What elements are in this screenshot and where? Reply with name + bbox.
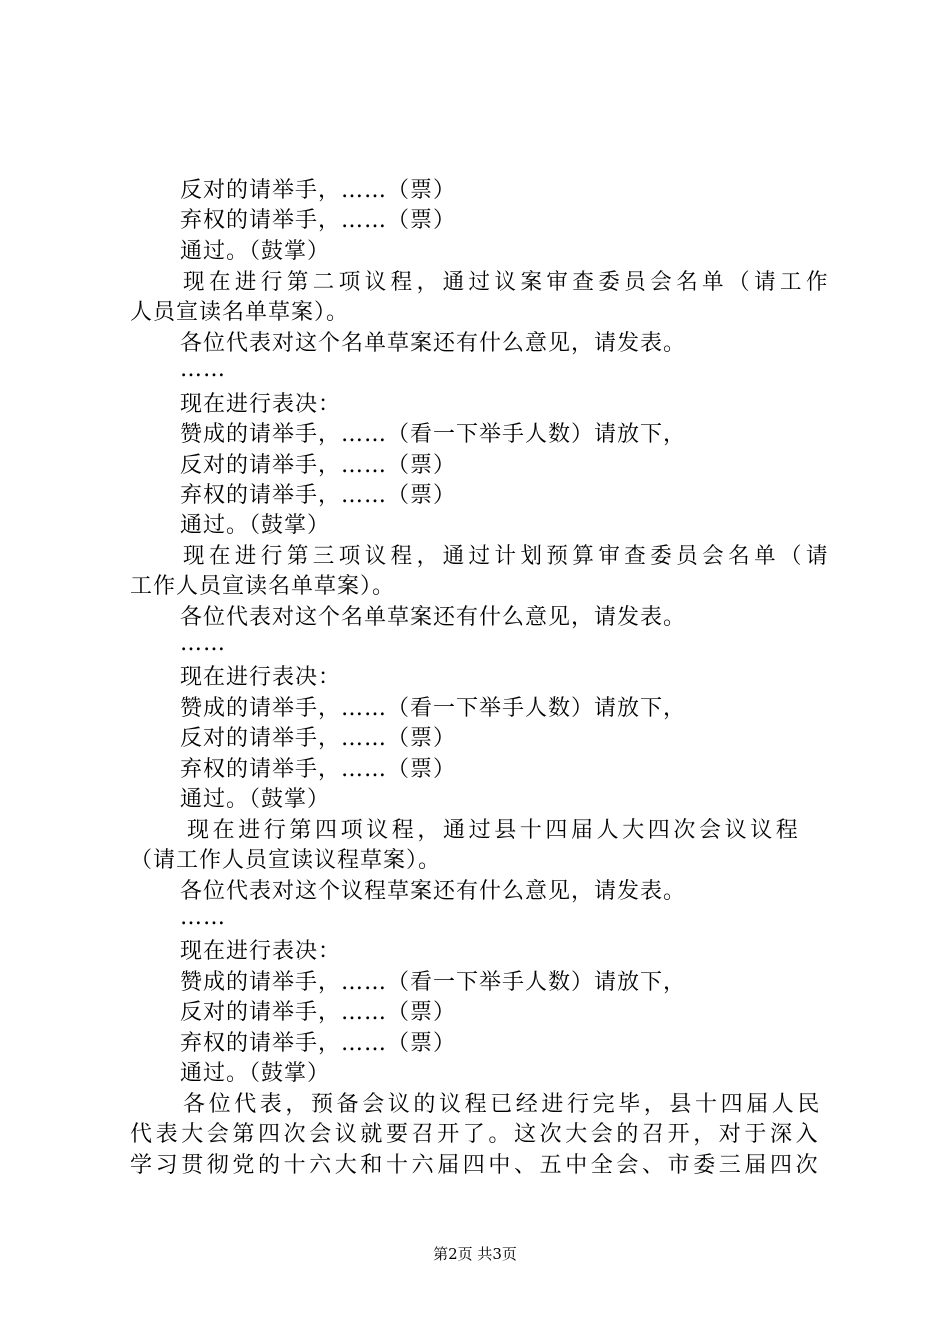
text-line: 各位代表对这个名单草案还有什么意见，请发表。	[180, 331, 687, 356]
text-line: 通过。（鼓掌）	[180, 513, 331, 538]
ellipsis-line: ……	[180, 631, 226, 656]
text-line: 通过。（鼓掌）	[180, 787, 331, 812]
text-line: 赞成的请举手，……（看一下举手人数）请放下，	[180, 696, 687, 721]
text-line: 工作人员宣读名单草案）。	[130, 574, 396, 599]
ellipsis-line: ……	[180, 905, 226, 930]
page-number: 第2页 共3页	[433, 1245, 517, 1263]
text-line: （请工作人员宣读议程草案）。	[130, 848, 442, 873]
text-line: 各位代表对这个议程草案还有什么意见，请发表。	[180, 879, 687, 904]
text-line: 通过。（鼓掌）	[180, 239, 331, 264]
text-line: 现在进行表决：	[180, 939, 342, 964]
text-line: 各位代表对这个名单草案还有什么意见，请发表。	[180, 605, 687, 630]
text-line: 弃权的请举手，……（票）	[180, 208, 457, 233]
page-footer	[0, 1244, 950, 1264]
text-line: 弃权的请举手，……（票）	[180, 483, 457, 508]
text-line: 现在进行第三项议程，通过计划预算审查委员会名单（请	[183, 544, 832, 569]
text-line: 现在进行第二项议程，通过议案审查委员会名单（请工作	[183, 270, 832, 295]
text-line: 赞成的请举手，……（看一下举手人数）请放下，	[180, 970, 687, 995]
ellipsis-line: ……	[180, 357, 226, 382]
text-line: 反对的请举手，……（票）	[180, 726, 457, 751]
text-line: 现在进行表决：	[180, 392, 342, 417]
text-line: 通过。（鼓掌）	[180, 1061, 331, 1086]
text-line: 代表大会第四次会议就要召开了。这次大会的召开，对于深入	[130, 1122, 822, 1147]
text-line: 弃权的请举手，……（票）	[180, 1031, 457, 1056]
text-line: 学习贯彻党的十六大和十六届四中、五中全会、市委三届四次	[130, 1153, 822, 1178]
text-line: 反对的请举手，……（票）	[180, 453, 457, 478]
text-line: 现在进行第四项议程，通过县十四届人大四次会议议程	[187, 818, 802, 843]
text-line: 反对的请举手，……（票）	[180, 1000, 457, 1025]
text-line: 人员宣读名单草案）。	[130, 300, 350, 325]
text-line: 现在进行表决：	[180, 665, 342, 690]
text-line: 反对的请举手，……（票）	[180, 178, 457, 203]
text-line: 赞成的请举手，……（看一下举手人数）请放下，	[180, 422, 687, 447]
text-line: 各位代表，预备会议的议程已经进行完毕，县十四届人民	[183, 1092, 824, 1117]
text-line: 弃权的请举手，……（票）	[180, 757, 457, 782]
